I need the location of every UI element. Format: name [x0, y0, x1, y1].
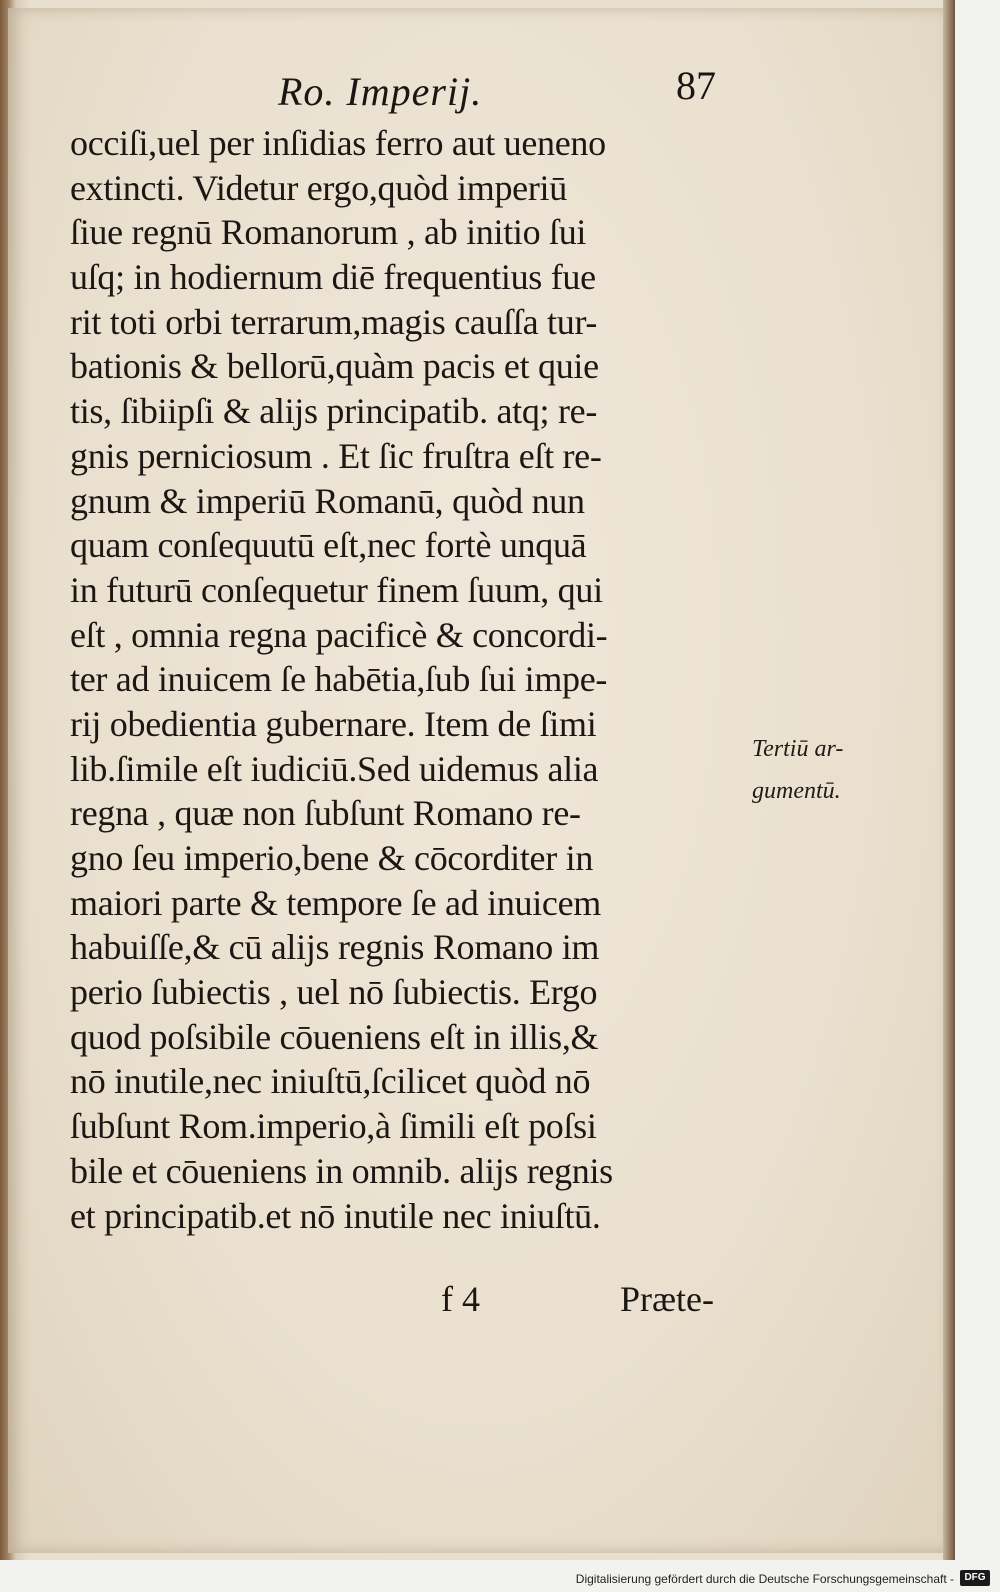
text-line: in futurū conſequetur finem ſuum, qui	[70, 569, 603, 610]
page-number: 87	[676, 63, 716, 108]
text-line: tis, ſibiipſi & alijs principatib. atq; re-	[70, 391, 598, 432]
dfg-logo: DFG	[960, 1570, 990, 1586]
text-line: bationis & bellorū,quàm pacis et quie	[70, 346, 599, 387]
text-line: ſiue regnū Romanorum , ab initio ſui	[70, 212, 587, 253]
text-line: rij obedientia gubernare. Item de ſimi	[70, 703, 597, 744]
text-line: eſt , omnia regna pacificè & concordi-	[70, 614, 608, 655]
text-line: gnum & imperiū Romanū, quòd nun	[70, 480, 585, 521]
catchword: Præte-	[620, 1279, 714, 1319]
text-line: gno ſeu imperio,bene & cōcorditer in	[70, 838, 594, 878]
text-line: perio ſubiectis , uel nō ſubiectis. Ergo	[70, 972, 598, 1013]
page-edge	[943, 0, 955, 1560]
signature-mark: f 4	[441, 1279, 480, 1319]
body-text	[70, 121, 770, 1238]
text-line: et principatib.et nō inutile nec iniuſtū.	[70, 1195, 601, 1236]
text-line: lib.ſimile eſt iudiciū.Sed uidemus alia	[70, 748, 599, 789]
text-line: occiſi,uel per inſidias ferro aut ueneno	[70, 123, 606, 163]
text-line: maiori parte & tempore ſe ad inuicem	[70, 882, 601, 923]
text-line: ſubſunt Rom.imperio,à ſimili eſt poſsi	[70, 1106, 597, 1147]
text-line: uſq; in hodiernum diē frequentius fue	[70, 257, 596, 298]
text-line: bile et cōueniens in omnib. alijs regnis	[70, 1150, 613, 1191]
text-line: rit toti orbi terrarum,magis cauſſa tur-	[70, 301, 598, 342]
margin-note-line-2: gumentū.	[752, 778, 841, 804]
page-footer	[8, 1278, 943, 1328]
running-head: Ro. Imperij.	[278, 69, 483, 114]
text-line: quam conſequutū eſt,nec fortè unquā	[70, 525, 587, 566]
credit-text: Digitalisierung gefördert durch die Deutsche Forschungsgemeinschaft -	[575, 1572, 954, 1586]
text-line: quod poſsibile cōueniens eſt in illis,&	[70, 1016, 599, 1057]
text-line: habuiſſe,& cū alijs regnis Romano im	[70, 927, 600, 968]
text-line: ter ad inuicem ſe habētia,ſub ſui impe-	[70, 659, 608, 700]
text-line: gnis perniciosum . Et ſic fruſtra eſt re-	[70, 435, 602, 476]
margin-note	[752, 728, 912, 812]
book-page	[8, 8, 943, 1553]
margin-note-line-1: Tertiū ar-	[752, 736, 844, 762]
text-line: extincti. Videtur ergo,quòd imperiū	[70, 167, 567, 208]
text-line: nō inutile,nec iniuſtū,ſcilicet quòd nō	[70, 1061, 591, 1102]
page-header	[8, 56, 943, 116]
credit-bar	[0, 1560, 1000, 1592]
text-line: regna , quæ non ſubſunt Romano re-	[70, 793, 581, 834]
